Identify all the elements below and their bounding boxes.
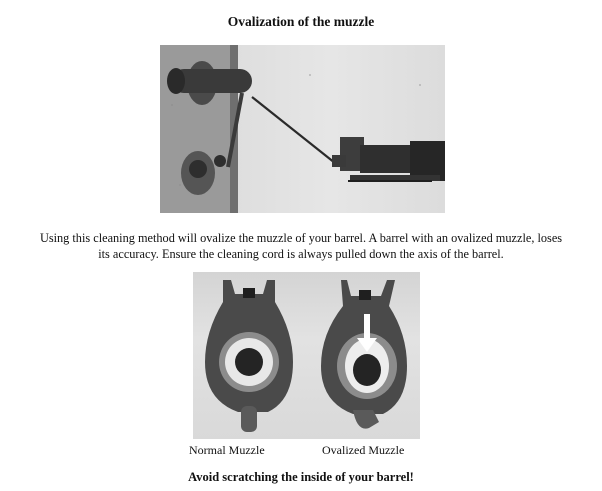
normal-muzzle-illustration [205,280,293,432]
ovalized-muzzle-illustration [321,280,407,429]
warning-text: Avoid scratching the inside of your barrel! [188,470,414,484]
cleaning-method-photo [160,45,445,213]
caption-line-2: its accuracy. Ensure the cleaning cord is always pulled down the axis of the barrel. [98,246,504,261]
muzzle-comparison-photo [193,272,420,439]
page-title: Ovalization of the muzzle [227,14,375,29]
ovalized-muzzle-label: Ovalized Muzzle [322,443,405,457]
normal-muzzle-label: Normal Muzzle [189,443,265,457]
caption-line-1: Using this cleaning method will ovalize the muzzle of your barrel. A barrel with an ovalized muzzle, loses [39,231,563,245]
cleaning-method-caption [10,231,592,262]
